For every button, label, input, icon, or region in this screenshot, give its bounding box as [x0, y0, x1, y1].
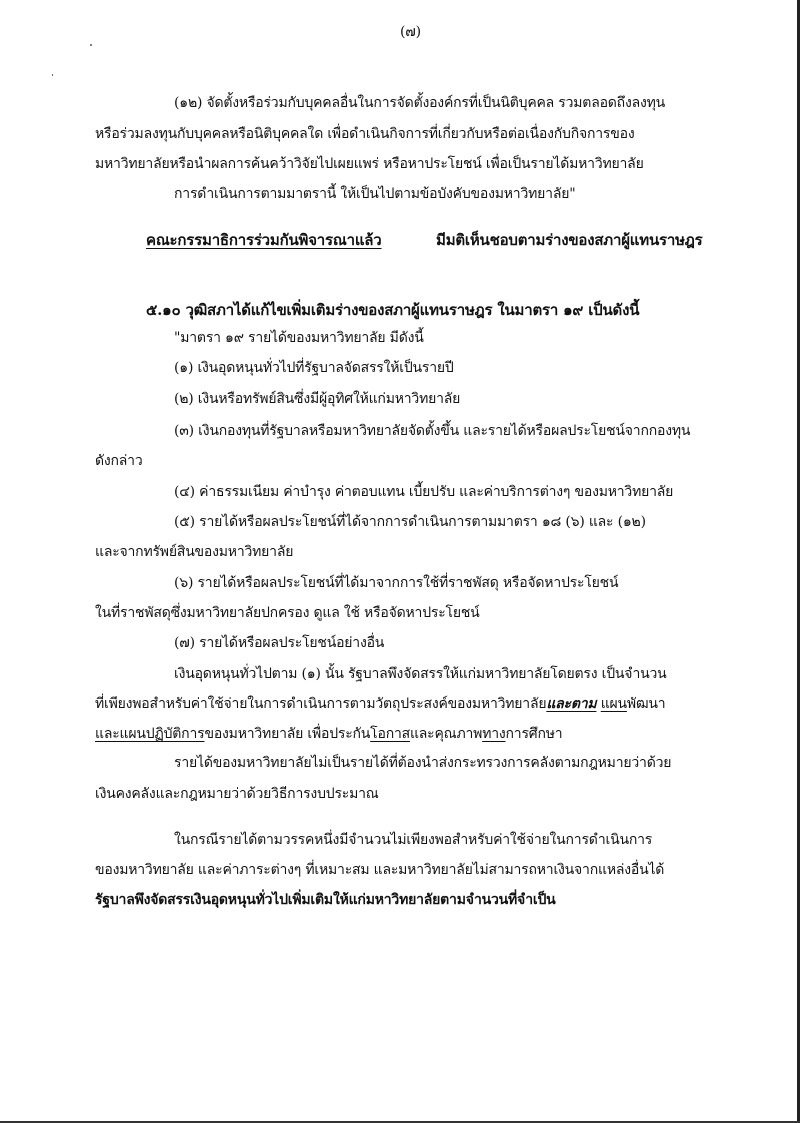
underlined-text: ทาง	[482, 726, 506, 742]
revenue-item-3-cont: ดังกล่าว	[95, 453, 143, 469]
grant-text: ที่เพียงพอสำหรับค่าใช้จ่ายในการดำเนินการตามวัตถุประสงค์ของมหาวิทยาลัย	[95, 696, 547, 712]
revenue-item-6: (๖) รายได้หรือผลประโยชน์ที่ได้มาจากการใช้ที่ราชพัสดุ หรือจัดหาประโยชน์	[174, 575, 619, 591]
section-12-line-1: (๑๒) จัดตั้งหรือร่วมกับบุคคลอื่นในการจัดตั้งองค์กรที่เป็นนิติบุคคล รวมตลอดถึงลงทุน	[174, 95, 665, 111]
revenue-item-1: (๑) เงินอุดหนุนทั่วไปที่รัฐบาลจัดสรรให้เป็นรายปี	[174, 360, 454, 376]
section-19-intro: "มาตรา ๑๙ รายได้ของมหาวิทยาลัย มีดังนี้	[174, 330, 424, 346]
revenue-para-line-1: รายได้ของมหาวิทยาลัยไม่เป็นรายได้ที่ต้องนำส่งกระทรวงการคลังตามกฎหมายว่าด้วย	[174, 755, 672, 771]
scan-speck	[52, 74, 53, 76]
shortfall-para-line-2: ของมหาวิทยาลัย และค่าภาระต่างๆ ที่เหมาะสม และมหาวิทยาลัยไม่สามารถหาเงินจากแหล่งอื่นได้	[95, 862, 665, 878]
revenue-item-2: (๒) เงินหรือทรัพย์สินซึ่งมีผู้อุทิศให้แก่มหาวิทยาลัย	[174, 391, 461, 407]
section-12-line-4: การดำเนินการตามมาตรานี้ ให้เป็นไปตามข้อบังคับของมหาวิทยาลัย"	[174, 186, 576, 202]
underlined-text: และแผนปฏิบัติการ	[95, 726, 205, 742]
scan-speck	[90, 44, 92, 46]
section-12-line-2: หรือร่วมลงทุนกับบุคคลหรือนิติบุคคลใด เพื่อดำเนินกิจการที่เกี่ยวกับหรือต่อเนื่องกับกิจการของ	[95, 126, 635, 142]
committee-opinion: มีมติเห็นชอบตามร่างของสภาผู้แทนราษฎร	[436, 231, 703, 249]
section-12-line-3: มหาวิทยาลัยหรือนำผลการค้นคว้าวิจัยไปเผยแพร่ หรือหาประโยชน์ เพื่อเป็นรายได้มหาวิทยาลัย	[95, 156, 644, 172]
revenue-item-4: (๔) ค่าธรรมเนียม ค่าบำรุง ค่าตอบแทน เบี้ยปรับ และค่าบริการต่างๆ ของมหาวิทยาลัย	[174, 484, 674, 500]
revenue-item-5-cont: และจากทรัพย์สินของมหาวิทยาลัย	[95, 544, 294, 560]
revenue-item-3: (๓) เงินกองทุนที่รัฐบาลหรือมหาวิทยาลัยจัดตั้งขึ้น และรายได้หรือผลประโยชน์จากกองทุน	[174, 423, 691, 439]
page-number: (๗)	[400, 24, 421, 40]
shortfall-para-line-3: รัฐบาลพึงจัดสรรเงินอุดหนุนทั่วไปเพิ่มเติมให้แก่มหาวิทยาลัยตามจำนวนที่จำเป็น	[95, 892, 556, 908]
revenue-item-7: (๗) รายได้หรือผลประโยชน์อย่างอื่น	[174, 635, 385, 651]
item-5-10-heading: ๕.๑๐ วุฒิสภาได้แก้ไขเพิ่มเติมร่างของสภาผู้แทนราษฎร ในมาตรา ๑๙ เป็นดังนี้	[146, 301, 640, 319]
grant-para-line-2	[95, 694, 665, 714]
revenue-item-5: (๕) รายได้หรือผลประโยชน์ที่ได้จากการดำเนินการตามมาตรา ๑๘ (๖) และ (๑๒)	[174, 514, 646, 530]
revenue-para-line-2: เงินคงคลังและกฎหมายว่าด้วยวิธีการงบประมาณ	[95, 786, 379, 802]
grant-text: การศึกษา	[505, 726, 563, 742]
grant-text: ของมหาวิทยาลัย เพื่อประกัน	[204, 726, 371, 742]
shortfall-para-line-1: ในกรณีรายได้ตามวรรคหนึ่งมีจำนวนไม่เพียงพอสำหรับค่าใช้จ่ายในการดำเนินการ	[174, 832, 653, 848]
revenue-item-6-cont: ในที่ราชพัสดุซึ่งมหาวิทยาลัยปกครอง ดูแล ใช้ หรือจัดหาประโยชน์	[95, 605, 480, 621]
underlined-text: แผน	[600, 696, 627, 712]
amended-text: และตาม	[546, 696, 597, 712]
grant-text: พัฒนา	[626, 696, 666, 712]
committee-label: คณะกรรมาธิการร่วมกันพิจารณาแล้ว	[146, 231, 382, 249]
underlined-text: โอกาส	[370, 726, 410, 742]
grant-para-line-1: เงินอุดหนุนทั่วไปตาม (๑) นั้น รัฐบาลพึงจัดสรรให้แก่มหาวิทยาลัยโดยตรง เป็นจำนวน	[174, 666, 667, 682]
grant-para-line-3	[95, 724, 562, 744]
grant-text: และคุณภาพ	[409, 726, 483, 742]
